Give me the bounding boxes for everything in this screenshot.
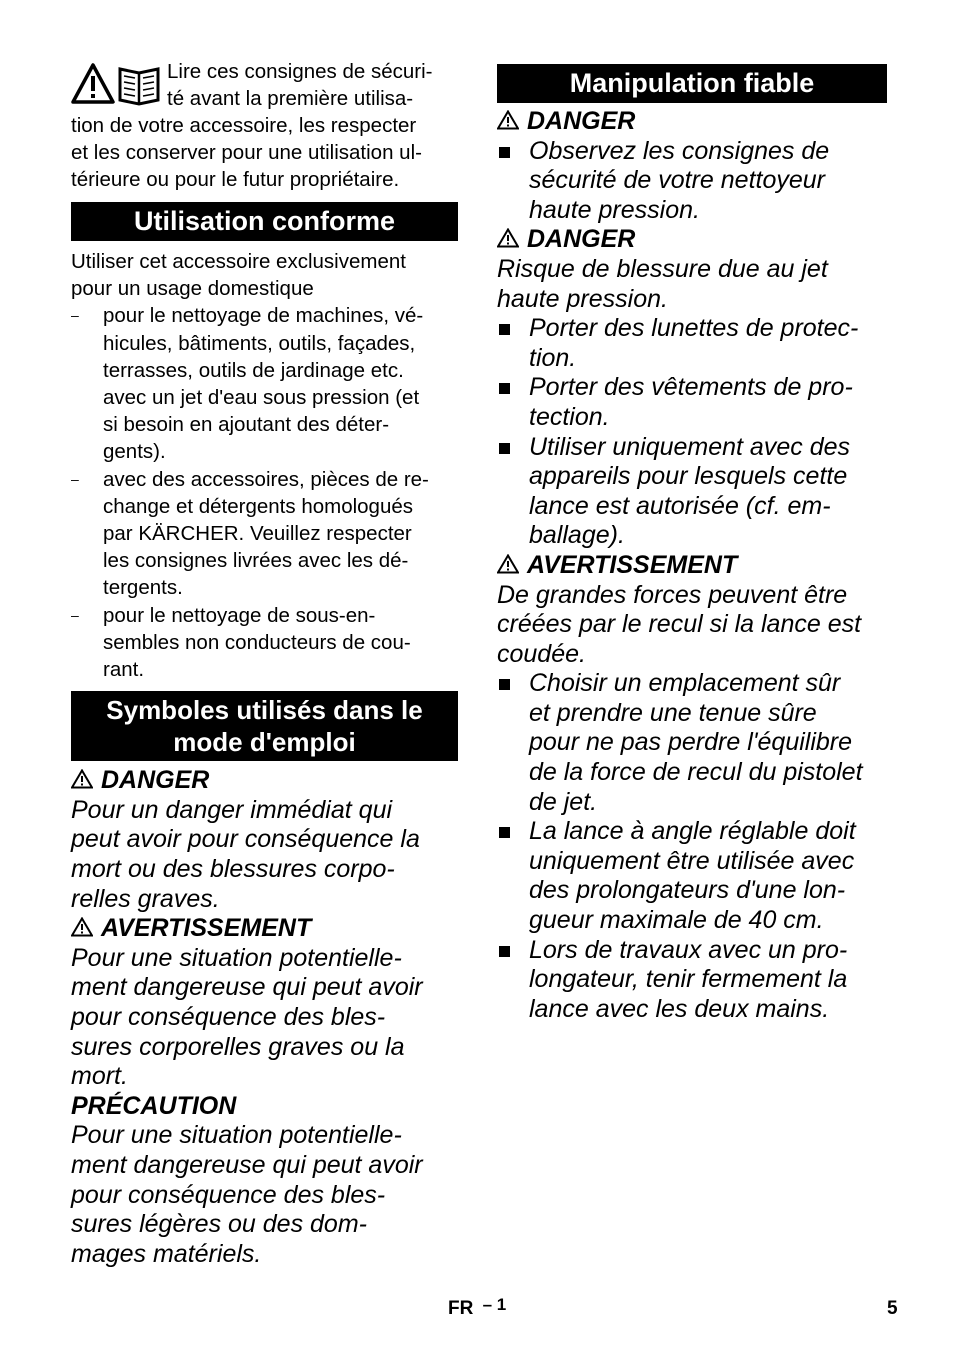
- heading-line: Symboles utilisés dans le: [106, 695, 423, 726]
- list-item-line: gueur maximale de 40 cm.: [529, 906, 824, 935]
- list-item-line: tection.: [529, 402, 610, 431]
- list-item-line: appareils pour lesquels cette: [529, 462, 848, 491]
- heading-line: mode d'emploi: [173, 727, 356, 758]
- list-item-line: ballage).: [529, 521, 625, 550]
- warning-manual-icon: [71, 62, 163, 108]
- list-item-line: – pour le nettoyage de machines, vé-: [103, 304, 424, 328]
- square-bullet-icon: [499, 443, 510, 454]
- list-item-line: et prendre une tenue sûre: [529, 698, 817, 727]
- right-column: [497, 64, 887, 1024]
- square-bullet-icon: [499, 147, 510, 158]
- warning-list: [497, 669, 887, 1024]
- list-item-line: Choisir un emplacement sûr: [529, 669, 841, 698]
- text-line: créées par le recul si la lance est: [497, 610, 862, 639]
- list-item-line: gents).: [103, 440, 166, 464]
- list-item-line: sécurité de votre nettoyeur: [529, 166, 825, 195]
- list-item: [71, 602, 458, 684]
- list-item-line: rant.: [103, 658, 145, 682]
- text-line: pour conséquence des bles-: [71, 1180, 386, 1209]
- intro-line: té avant la première utilisa-: [167, 87, 414, 110]
- list-item: [497, 817, 887, 935]
- warning-label: [71, 914, 458, 944]
- list-item-line: sembles non conducteurs de cou-: [103, 630, 411, 654]
- text-line: coudée.: [497, 639, 586, 668]
- text-line: sures corporelles graves ou la: [71, 1032, 405, 1061]
- list-item-line: les consignes livrées avec les dé-: [103, 549, 409, 573]
- list-item-line: change et détergents homologués: [103, 494, 414, 518]
- footer-lang: FR: [448, 1298, 474, 1319]
- list-item-line: terrasses, outils de jardinage etc.: [103, 358, 404, 382]
- list-item-line: tergents.: [103, 576, 183, 600]
- text-line: ment dangereuse qui peut avoir: [71, 1150, 423, 1179]
- section-heading-symboles: [71, 691, 458, 761]
- intro-line: et les conserver pour une utilisation ul-: [71, 141, 422, 164]
- text-line: mages matériels.: [71, 1239, 262, 1268]
- square-bullet-icon: [499, 383, 510, 394]
- text-line: Pour une situation potentielle-: [71, 1121, 402, 1150]
- danger-label: [497, 107, 887, 137]
- intro-icons: [71, 62, 163, 112]
- list-item: [497, 314, 887, 373]
- list-item-line: avec un jet d'eau sous pression (et: [103, 386, 420, 410]
- intro-line: térieure ou pour le futur propriétaire.: [71, 168, 400, 191]
- warning-triangle-icon: [497, 228, 519, 248]
- usage-intro-line: Utiliser cet accessoire exclusivement: [71, 250, 406, 273]
- square-bullet-icon: [499, 946, 510, 957]
- section-heading-utilisation: Utilisation conforme: [71, 202, 458, 241]
- list-item: [71, 302, 458, 465]
- list-item-line: longateur, tenir fermement la: [529, 965, 848, 994]
- list-item-line: pour ne pas perdre l'équilibre: [529, 728, 853, 757]
- list-item: [497, 137, 887, 226]
- list-item-line: lance avec les deux mains.: [529, 994, 830, 1023]
- list-item-line: si besoin en ajoutant des déter-: [103, 413, 390, 437]
- danger-label-text: DANGER: [527, 107, 636, 135]
- square-bullet-icon: [499, 827, 510, 838]
- caution-label: PRÉCAUTION: [71, 1091, 237, 1120]
- section-heading-manipulation: Manipulation fiable: [497, 64, 887, 103]
- list-item-line: – pour le nettoyage de sous-en-: [103, 603, 376, 627]
- danger1-list: [497, 137, 887, 226]
- list-item-line: Porter des lunettes de protec-: [529, 314, 859, 343]
- text-line: haute pression.: [497, 284, 668, 313]
- text-line: mort.: [71, 1062, 128, 1091]
- text-line: Pour un danger immédiat qui: [71, 795, 393, 824]
- intro-line: tion de votre accessoire, les respecter: [71, 114, 417, 137]
- list-item-line: lance est autorisée (cf. em-: [529, 491, 831, 520]
- list-item: [71, 466, 458, 602]
- intro-line: Lire ces consignes de sécuri-: [167, 60, 433, 83]
- danger2-description: [497, 255, 887, 314]
- warning-triangle-icon: [71, 917, 93, 937]
- list-item-line: Observez les consignes de: [529, 136, 830, 165]
- text-line: peut avoir pour conséquence la: [71, 825, 420, 854]
- usage-intro-line: pour un usage domestique: [71, 277, 314, 301]
- list-item-line: tion.: [529, 343, 577, 372]
- warning-label-text: AVERTISSEMENT: [101, 914, 312, 943]
- square-bullet-icon: [499, 324, 510, 335]
- text-line: Pour une situation potentielle-: [71, 943, 402, 972]
- intro-paragraph: [71, 58, 458, 193]
- warning-triangle-icon: [497, 110, 519, 130]
- caution-description: [71, 1121, 458, 1269]
- list-item-line: de la force de recul du pistolet: [529, 758, 863, 787]
- square-bullet-icon: [499, 679, 510, 690]
- text-line: mort ou des blessures corpo-: [71, 855, 395, 884]
- list-item-line: haute pression.: [529, 195, 700, 224]
- danger-label-text: DANGER: [527, 225, 636, 254]
- usage-intro: [71, 248, 458, 302]
- warning-description: [71, 944, 458, 1092]
- danger-label: [497, 225, 887, 255]
- warning-triangle-icon: [71, 769, 93, 789]
- list-item-line: – avec des accessoires, pièces de re-: [103, 467, 429, 491]
- list-item-line: Lors de travaux avec un pro-: [529, 935, 848, 964]
- list-item: [497, 936, 887, 1025]
- warning-label-text: AVERTISSEMENT: [527, 550, 738, 579]
- warning-description: [497, 581, 887, 670]
- list-item: [497, 373, 887, 432]
- warning-triangle-icon: [497, 554, 519, 574]
- symbols-block: [71, 766, 458, 1269]
- text-line: pour conséquence des bles-: [71, 1003, 386, 1031]
- list-item-line: de jet.: [529, 787, 598, 816]
- warning-label: [497, 551, 887, 581]
- danger2-list: [497, 314, 887, 551]
- list-item-line: Utiliser uniquement avec des: [529, 432, 850, 461]
- list-item: [497, 669, 887, 817]
- text-line: sures légères ou des dom-: [71, 1210, 367, 1239]
- safety-block: [497, 107, 887, 1024]
- danger-label: [71, 766, 458, 796]
- page-number: 5: [887, 1298, 898, 1319]
- text-line: De grandes forces peuvent être: [497, 580, 848, 609]
- footer-sub-page: – 1: [482, 1295, 507, 1314]
- list-item-line: uniquement être utilisée avec: [529, 846, 855, 875]
- text-line: relles graves.: [71, 884, 220, 913]
- danger-label-text: DANGER: [101, 766, 210, 795]
- list-item: [497, 433, 887, 551]
- danger-description: [71, 796, 458, 914]
- list-item-line: Porter des vêtements de pro-: [529, 373, 853, 402]
- list-item-line: La lance à angle réglable doit: [529, 817, 856, 846]
- footer-language: [448, 1295, 507, 1320]
- list-item-line: des prolongateurs d'une lon-: [529, 876, 846, 905]
- list-item-line: hicules, bâtiments, outils, façades,: [103, 331, 416, 355]
- text-line: ment dangereuse qui peut avoir: [71, 973, 423, 1002]
- usage-list: [71, 302, 458, 683]
- text-line: Risque de blessure due au jet: [497, 254, 828, 283]
- left-column: [71, 58, 458, 1269]
- list-item-line: par KÄRCHER. Veuillez respecter: [103, 522, 412, 546]
